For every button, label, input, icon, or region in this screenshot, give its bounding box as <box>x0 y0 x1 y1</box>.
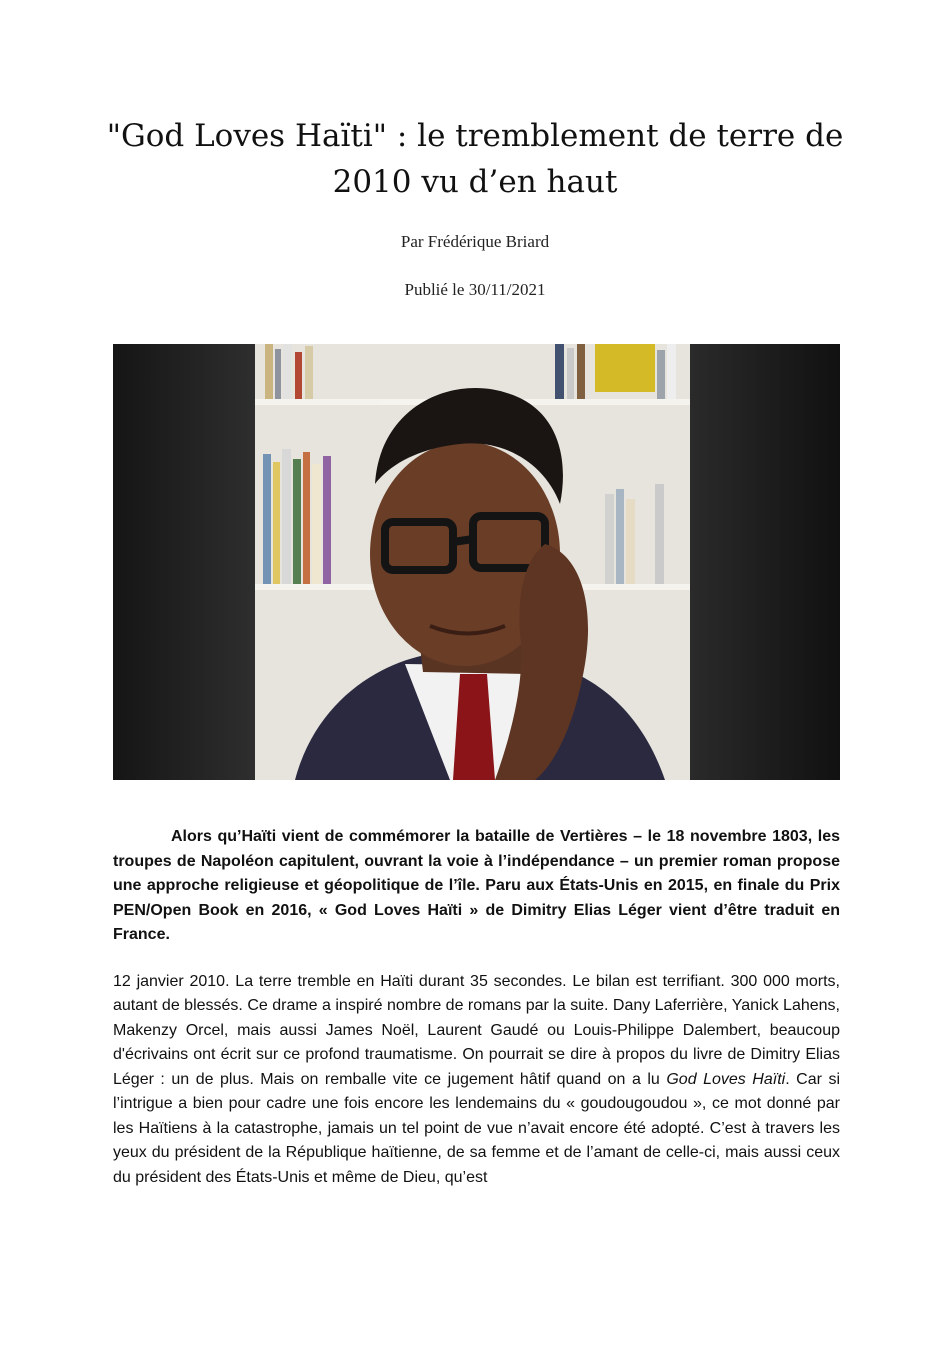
article-title: "God Loves Haïti" : le tremblement de terre de 2010 vu d’en haut <box>106 118 844 200</box>
book-title-italic: God Loves Haïti <box>666 1070 786 1088</box>
photo-right-dark-panel <box>690 344 840 780</box>
article-body <box>113 825 840 1190</box>
author-photo <box>113 344 840 780</box>
portrait-illustration <box>255 344 690 780</box>
photo-left-dark-panel <box>113 344 255 780</box>
article-publish-date: Publié le 30/11/2021 <box>404 280 546 299</box>
article-intro-paragraph: Alors qu’Haïti vient de commémorer la bataille de Vertières – le 18 novembre 1803, les troupes de Napoléon capitulent, ouvrant la voie à l’indépendance – un premier roman propose une approche religieuse et géopolitique de l’île. Paru aux États-Unis en 2015, en finale du Prix PEN/Open Book en 2016, « God Loves Haïti » de Dimitry Elias Léger vient d’être traduit en France. <box>113 828 840 943</box>
main-paragraph-part-1: 12 janvier 2010. La terre tremble en Haïti durant 35 secondes. Le bilan est terrifiant. 300 000 morts, autant de blessés. Ce drame a inspiré nombre de romans par la suite. Dany Laferrière, Yanick Lahens, Makenzy Orcel, mais aussi James Noël, Laurent Gaudé ou Louis-Philippe Dalembert, beaucoup d'écrivains ont écrit sur ce profond traumatisme. On pourrait se dire à propos du livre de Dimitry Elias Léger : un de plus. Mais on remballe vite ce jugement hâtif quand on a lu <box>113 972 840 1088</box>
main-paragraph-part-2: . Car si l’intrigue a bien pour cadre une fois encore les lendemains du « goudougoudou », ce mot donné par les Haïtiens à la catastrophe, jamais un tel point de vue n’avait encore été adopté. C’est à travers les yeux du président de la République haïtienne, de sa femme et de l’amant de celle-ci, mais aussi ceux du président des États-Unis et même de Dieu, qu’est <box>113 1070 841 1186</box>
article-byline: Par Frédérique Briard <box>400 232 550 251</box>
article-main-paragraph <box>113 970 840 1191</box>
